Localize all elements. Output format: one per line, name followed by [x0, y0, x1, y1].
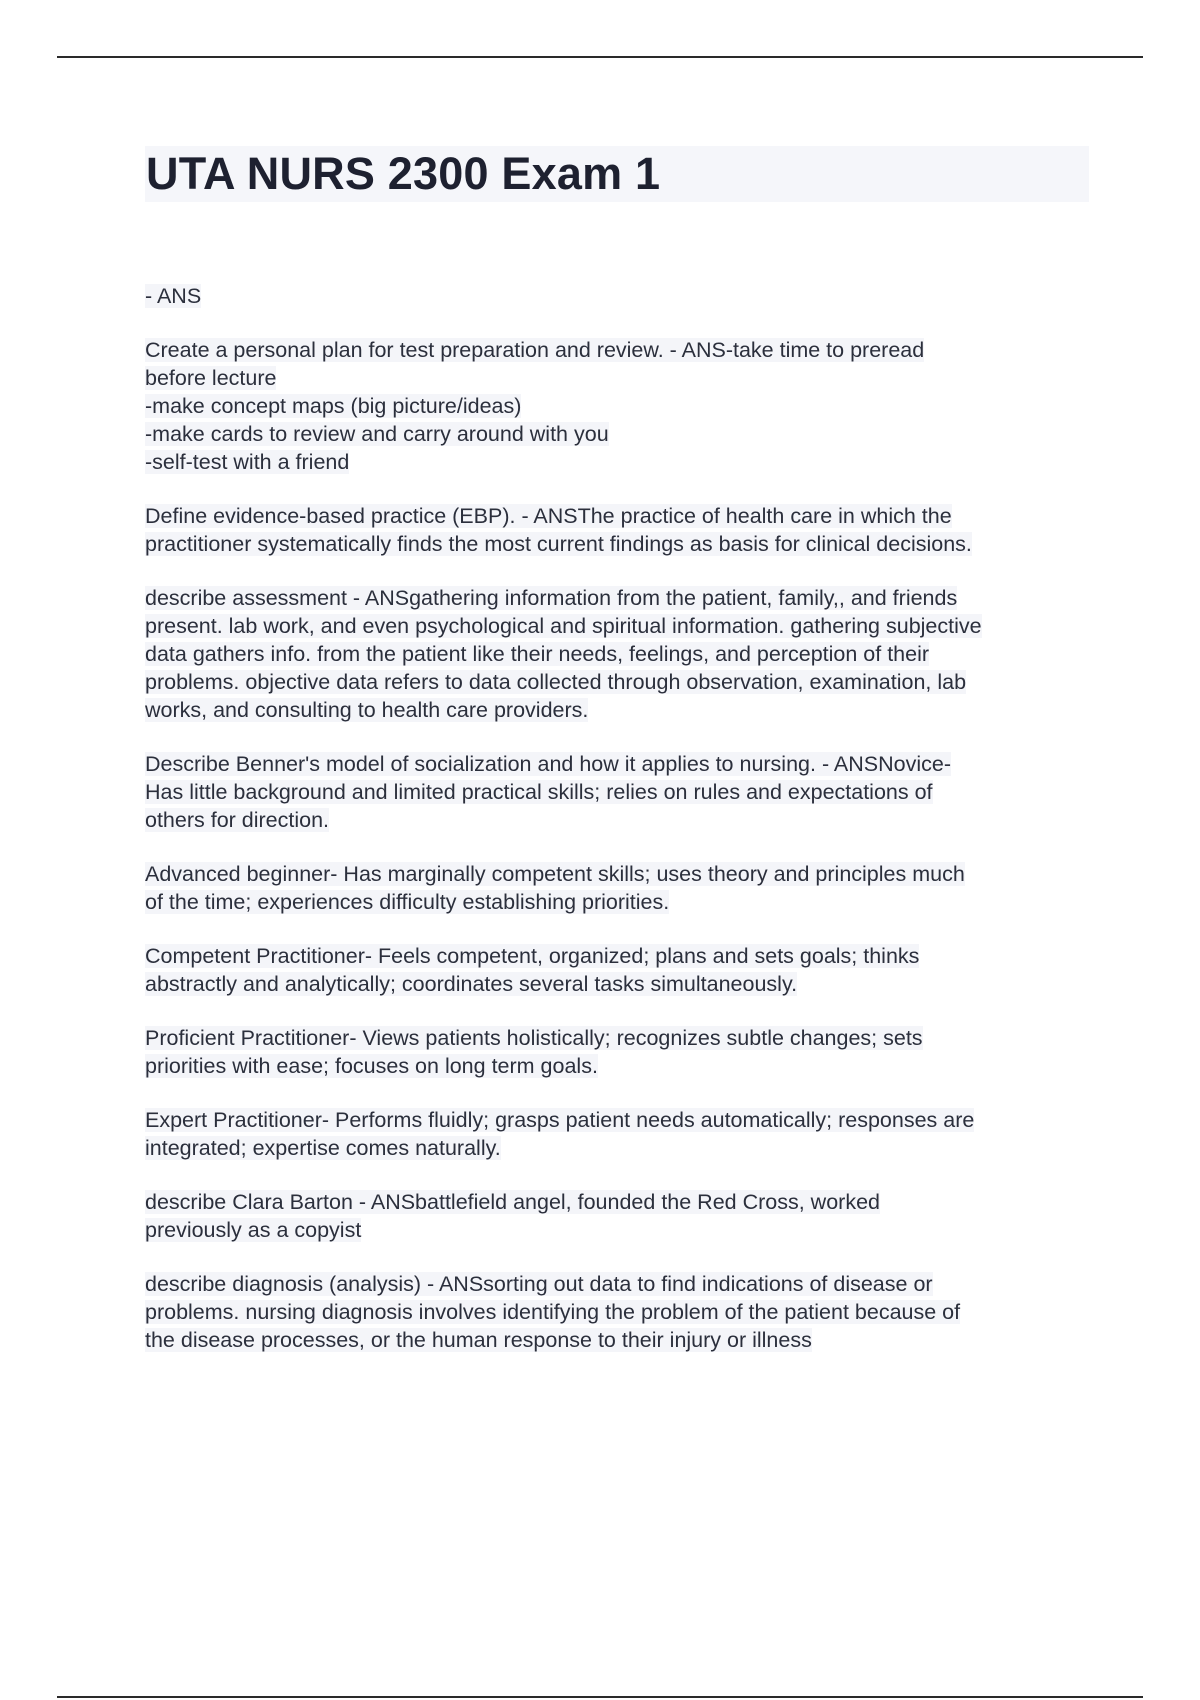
- text-line-content: previously as a copyist: [145, 1218, 362, 1242]
- text-line-content: Proficient Practitioner- Views patients holistically; recognizes subtle changes; sets: [145, 1026, 923, 1050]
- qa-entry: [145, 1106, 1089, 1162]
- text-line-content: -self-test with a friend: [145, 450, 350, 474]
- text-line-content: Expert Practitioner- Performs fluidly; grasps patient needs automatically; responses are: [145, 1108, 975, 1132]
- text-line-content: of the time; experiences difficulty establishing priorities.: [145, 890, 670, 914]
- text-line-content: describe Clara Barton - ANSbattlefield angel, founded the Red Cross, worked: [145, 1190, 880, 1214]
- text-line: [145, 1270, 1089, 1298]
- qa-entry: [145, 1188, 1089, 1244]
- text-line-content: before lecture: [145, 366, 277, 390]
- text-line-content: Advanced beginner- Has marginally competent skills; uses theory and principles much: [145, 862, 965, 886]
- text-line: [145, 1326, 1089, 1354]
- text-line: [145, 1188, 1089, 1216]
- text-line: [145, 584, 1089, 612]
- text-line: [145, 420, 1089, 448]
- qa-entry: [145, 584, 1089, 724]
- text-line: [145, 668, 1089, 696]
- text-line-content: Competent Practitioner- Feels competent, organized; plans and sets goals; thinks: [145, 944, 920, 968]
- text-line-content: -make cards to review and carry around with you: [145, 422, 609, 446]
- text-line: [145, 336, 1089, 364]
- text-line: [145, 364, 1089, 392]
- text-line: [145, 750, 1089, 778]
- text-line-content: Create a personal plan for test preparation and review. - ANS-take time to preread: [145, 338, 925, 362]
- text-line: [145, 612, 1089, 640]
- text-line-content: practitioner systematically finds the most current findings as basis for clinical decisions.: [145, 532, 972, 556]
- text-line-content: describe assessment - ANSgathering information from the patient, family,, and friends: [145, 586, 958, 610]
- text-line-content: - ANS: [145, 284, 202, 308]
- text-line: [145, 1298, 1089, 1326]
- qa-entry: [145, 336, 1089, 476]
- text-line: [145, 530, 1089, 558]
- text-line: [145, 1106, 1089, 1134]
- text-line-content: describe diagnosis (analysis) - ANSsorting out data to find indications of disease or: [145, 1272, 933, 1296]
- text-line-content: others for direction.: [145, 808, 330, 832]
- text-line-content: Describe Benner's model of socialization and how it applies to nursing. - ANSNovice-: [145, 752, 951, 776]
- text-line: [145, 1134, 1089, 1162]
- qa-entry: [145, 502, 1089, 558]
- text-line: [145, 970, 1089, 998]
- qa-entry: [145, 942, 1089, 998]
- qa-entry: [145, 860, 1089, 916]
- text-line-content: works, and consulting to health care providers.: [145, 698, 589, 722]
- qa-entry: [145, 1270, 1089, 1354]
- text-line: [145, 502, 1089, 530]
- text-line: [145, 942, 1089, 970]
- text-line-content: Has little background and limited practical skills; relies on rules and expectations of: [145, 780, 933, 804]
- text-line-content: problems. nursing diagnosis involves identifying the problem of the patient because of: [145, 1300, 961, 1324]
- text-line: [145, 640, 1089, 668]
- text-line-content: priorities with ease; focuses on long term goals.: [145, 1054, 598, 1078]
- text-line: [145, 1216, 1089, 1244]
- text-line: [145, 778, 1089, 806]
- qa-entry: [145, 1024, 1089, 1080]
- text-line-content: Define evidence-based practice (EBP). - ANSThe practice of health care in which the: [145, 504, 952, 528]
- text-line-content: present. lab work, and even psychological and spiritual information. gathering subjective: [145, 614, 982, 638]
- text-line-content: the disease processes, or the human response to their injury or illness: [145, 1328, 812, 1352]
- title-banner: [145, 146, 1089, 202]
- qa-entry: [145, 750, 1089, 834]
- text-line: [145, 282, 1089, 310]
- text-line-content: data gathers info. from the patient like their needs, feelings, and perception of their: [145, 642, 930, 666]
- text-line: [145, 1052, 1089, 1080]
- text-line-content: abstractly and analytically; coordinates several tasks simultaneously.: [145, 972, 798, 996]
- text-line: [145, 806, 1089, 834]
- text-line: [145, 860, 1089, 888]
- text-line: [145, 888, 1089, 916]
- text-line-content: -make concept maps (big picture/ideas): [145, 394, 522, 418]
- text-line: [145, 392, 1089, 420]
- text-line: [145, 696, 1089, 724]
- text-line-content: integrated; expertise comes naturally.: [145, 1136, 501, 1160]
- text-line-content: problems. objective data refers to data collected through observation, examination, lab: [145, 670, 967, 694]
- top-rule: [57, 56, 1143, 58]
- text-line: [145, 1024, 1089, 1052]
- document-body: [145, 282, 1089, 1380]
- bottom-rule: [57, 1696, 1143, 1698]
- qa-entry: [145, 282, 1089, 310]
- page-title: UTA NURS 2300 Exam 1: [146, 148, 661, 199]
- text-line: [145, 448, 1089, 476]
